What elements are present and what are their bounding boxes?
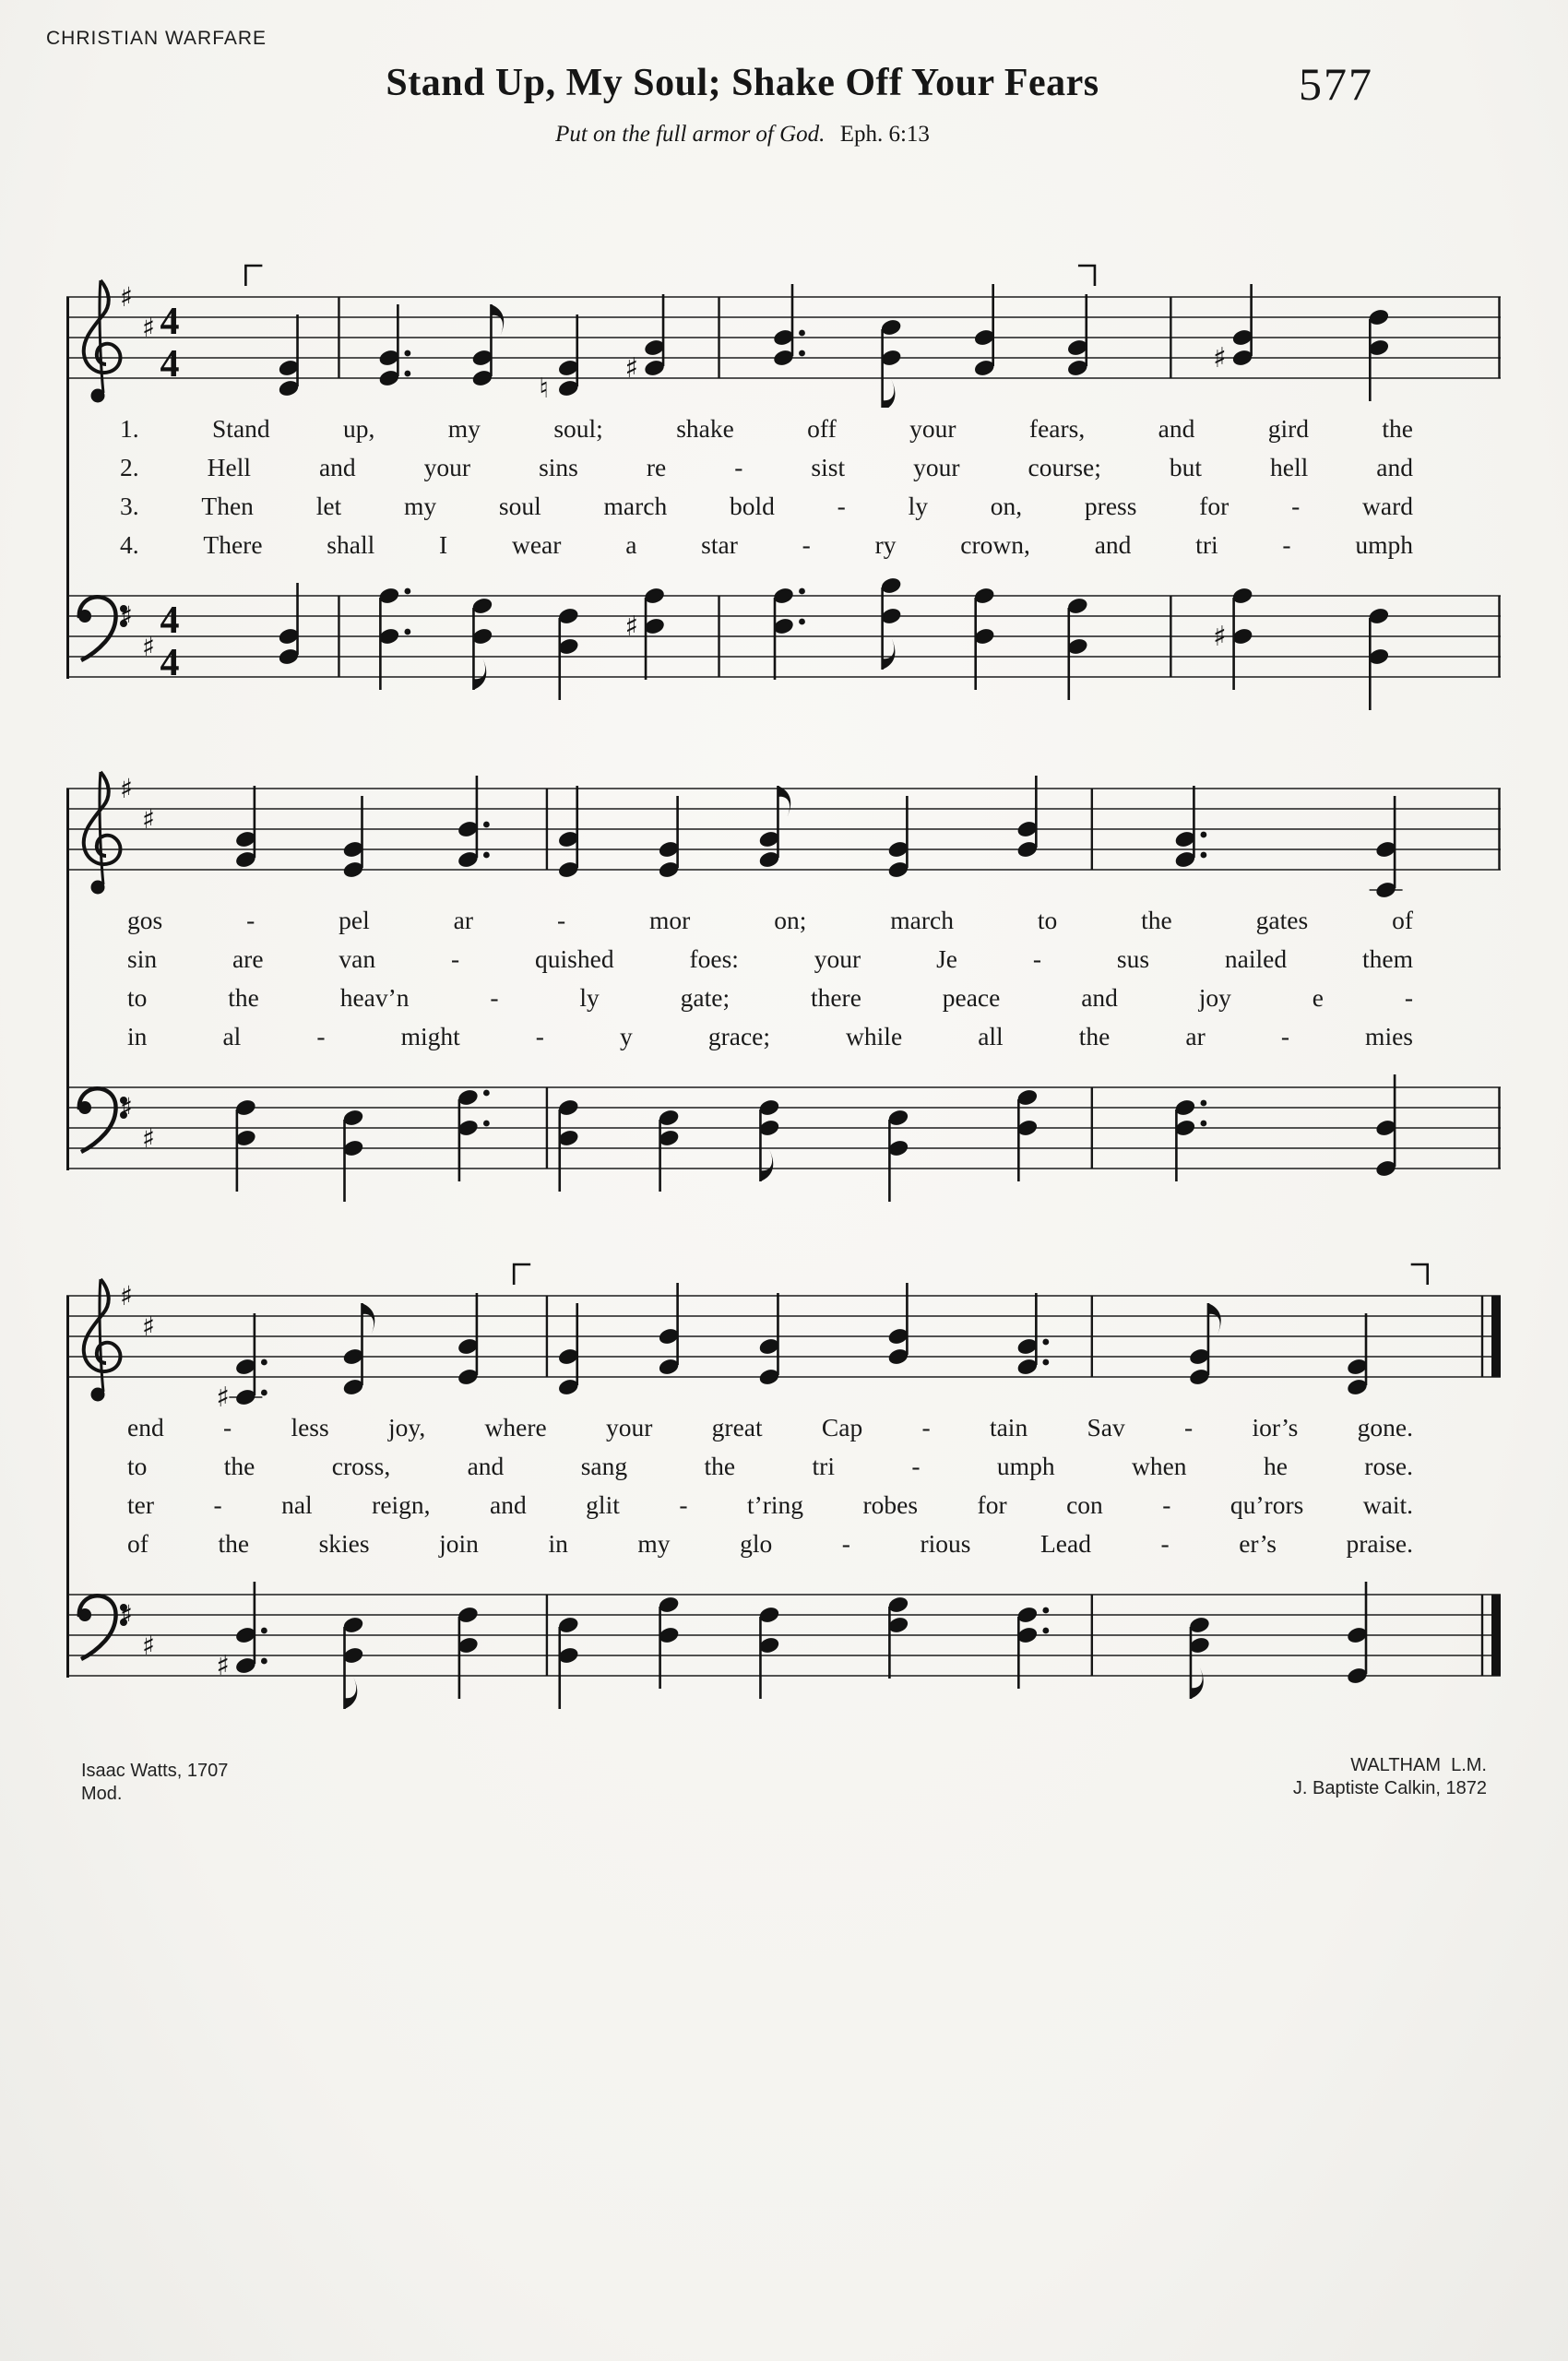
lyric-line-verse-2: 2. Hell and your sins re - sist your course; but hell and — [120, 453, 1413, 481]
composer-name: J. Baptiste Calkin, 1872 — [1292, 1778, 1487, 1798]
lyrics-block-system-3 — [66, 1406, 1501, 1567]
svg-text:♯: ♯ — [120, 281, 134, 313]
svg-text:4: 4 — [160, 343, 180, 386]
lyric-line-verse-1: 1. Stand up, my soul; shake off your fears, and gird the — [120, 414, 1413, 443]
svg-text:♯: ♯ — [120, 1092, 134, 1123]
svg-text:♯: ♯ — [1213, 342, 1227, 374]
svg-text:♯: ♯ — [624, 611, 639, 643]
svg-text:♯: ♯ — [142, 803, 156, 835]
svg-text:♯: ♯ — [120, 773, 134, 804]
system-barline — [66, 789, 69, 1170]
svg-text:♮: ♮ — [539, 373, 549, 405]
svg-text:♯: ♯ — [120, 1599, 134, 1631]
svg-text:♯: ♯ — [120, 600, 134, 632]
lyrics-block-system-2 — [66, 899, 1501, 1060]
lyric-line-verse-1: end - less joy, where your great Cap - tain Sav - ior’s gone. — [127, 1413, 1413, 1442]
lyric-line-verse-2: sin are van - quished foes: your Je - sus nailed them — [127, 944, 1413, 973]
hymn-title: Stand Up, My Soul; Shake Off Your Fears — [386, 62, 1099, 104]
lyric-line-verse-3: to the heav’n - ly gate; there peace and joy e - — [127, 983, 1413, 1012]
svg-text:♯: ♯ — [142, 1311, 156, 1342]
scripture-reference: Eph. 6:13 — [839, 122, 930, 147]
svg-text:♯: ♯ — [1213, 621, 1227, 653]
lyric-line-verse-4: of the skies join in my glo - rious Lead - er’s praise. — [127, 1529, 1413, 1558]
lyric-line-verse-4: 4. There shall I wear a star - ry crown, and tri - umph — [120, 530, 1413, 559]
tune-credit — [1293, 1754, 1487, 1800]
lyric-line-verse-4: in al - might - y grace; while all the ar - mies — [127, 1022, 1413, 1050]
treble-staff-system-2 — [66, 742, 1501, 899]
lyric-line-verse-3: 3. Then let my soul march bold - ly on, press for - ward — [120, 492, 1413, 520]
svg-text:4: 4 — [160, 301, 180, 343]
svg-text:♯: ♯ — [142, 631, 156, 662]
svg-text:♯: ♯ — [216, 1382, 230, 1406]
svg-text:♯: ♯ — [120, 1280, 134, 1311]
bass-staff-system-2 — [66, 1060, 1501, 1212]
lyric-line-verse-2: to the cross, and sang the tri - umph when he rose. — [127, 1452, 1413, 1480]
treble-staff-system-1 — [66, 251, 1501, 408]
svg-text:♯: ♯ — [142, 1630, 156, 1661]
scripture-quote: Put on the full armor of God. — [555, 122, 826, 147]
section-category: CHRISTIAN WARFARE — [46, 28, 267, 49]
lyric-line-verse-3: ter - nal reign, and glit - t’ring robes for con - qu’rors wait. — [127, 1490, 1413, 1519]
music-system-1 — [66, 251, 1501, 720]
svg-text:♯: ♯ — [624, 352, 639, 385]
music-system-2 — [66, 742, 1501, 1212]
music-system-3 — [66, 1250, 1501, 1719]
title-row — [0, 61, 1485, 105]
treble-staff-system-3 — [66, 1250, 1501, 1406]
svg-text:4: 4 — [160, 642, 180, 684]
author-note: Mod. — [81, 1784, 123, 1804]
scripture-line — [0, 122, 1485, 148]
system-barline — [66, 297, 69, 679]
lyric-line-verse-1: gos - pel ar - mor on; march to the gates of — [127, 906, 1413, 934]
bass-staff-system-3 — [66, 1567, 1501, 1719]
author-credit — [81, 1760, 228, 1806]
svg-text:♯: ♯ — [216, 1650, 230, 1682]
hymn-number: 577 — [1299, 58, 1373, 110]
author-name: Isaac Watts, 1707 — [81, 1761, 229, 1781]
lyrics-block-system-1 — [66, 408, 1501, 568]
svg-text:♯: ♯ — [142, 1122, 156, 1154]
bass-staff-system-1 — [66, 568, 1501, 720]
svg-text:♯: ♯ — [142, 312, 156, 343]
svg-text:4: 4 — [160, 599, 180, 642]
tune-name: WALTHAM L.M. — [1350, 1755, 1487, 1775]
system-barline — [66, 1296, 69, 1678]
